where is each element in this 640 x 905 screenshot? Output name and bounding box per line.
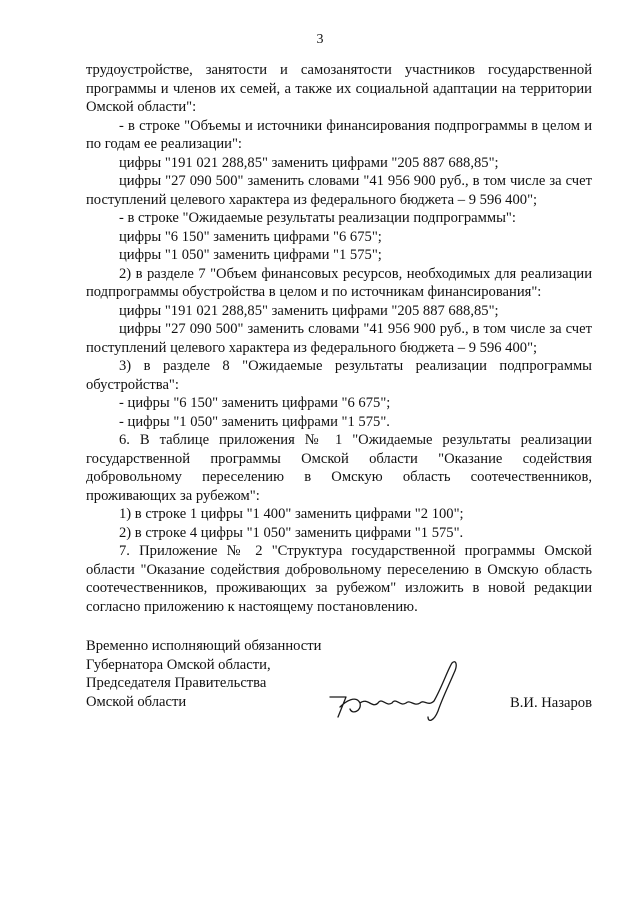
signatory-title-line: Временно исполняющий обязанности xyxy=(86,638,322,654)
paragraph: 6. В таблице приложения № 1 "Ожидаемые результаты реализации государственной программы Омской области "Оказание содействия добровольному переселению в Омскую область соотечественников, проживающих за рубежом": xyxy=(86,432,592,504)
paragraph: - в строке "Объемы и источники финансирования подпрограммы в целом и по годам ее реализации": xyxy=(86,117,592,152)
paragraph: 2) в строке 4 цифры "1 050" заменить цифрами "1 575". xyxy=(119,524,464,541)
handwritten-signature xyxy=(316,657,476,727)
paragraph: 3) в разделе 8 "Ожидаемые результаты реализации подпрограммы обустройства": xyxy=(86,358,592,393)
paragraph: 7. Приложение № 2 "Структура государственной программы Омской области "Оказание содействия добровольному переселению в Омскую область соотечественников, проживающих за рубежом" изложить в новой редакции согласно приложению к настоящему постановлению. xyxy=(86,543,592,615)
paragraph: - в строке "Ожидаемые результаты реализации подпрограммы": xyxy=(119,210,516,226)
signatory-title-line: Губернатора Омской области, xyxy=(86,656,271,673)
paragraph: 1) в строке 1 цифры "1 400" заменить цифрами "2 100"; xyxy=(119,506,464,522)
signatory-title-line: Омской области xyxy=(86,693,187,710)
document-body xyxy=(86,61,592,616)
page-number: 3 xyxy=(316,32,324,47)
paragraph: цифры "191 021 288,85" заменить цифрами "205 887 688,85"; xyxy=(119,302,499,319)
paragraph: - цифры "1 050" заменить цифрами "1 575". xyxy=(119,413,390,430)
paragraph: цифры "6 150" заменить цифрами "6 675"; xyxy=(119,228,382,245)
paragraph: цифры "191 021 288,85" заменить цифрами "205 887 688,85"; xyxy=(119,154,499,171)
paragraph: трудоустройстве, занятости и самозанятости участников государственной программы и членов их семей, а также их социальной адаптации на территории Омской области": xyxy=(86,62,592,115)
paragraph: - цифры "6 150" заменить цифрами "6 675"; xyxy=(119,395,391,411)
paragraph: цифры "1 050" заменить цифрами "1 575"; xyxy=(119,247,382,263)
paragraph: цифры "27 090 500" заменить словами "41 956 900 руб., в том числе за счет поступлений целевого характера из федерального бюджета – 9 596 400"; xyxy=(86,173,592,208)
signature-block xyxy=(86,637,592,717)
signatory-title-line: Председателя Правительства xyxy=(86,675,267,691)
signatory-name: В.И. Назаров xyxy=(510,695,592,711)
paragraph: цифры "27 090 500" заменить словами "41 956 900 руб., в том числе за счет поступлений целевого характера из федерального бюджета – 9 596 400"; xyxy=(86,321,592,356)
paragraph: 2) в разделе 7 "Объем финансовых ресурсов, необходимых для реализации подпрограммы обустройства в целом и по источникам финансирования": xyxy=(86,265,592,300)
